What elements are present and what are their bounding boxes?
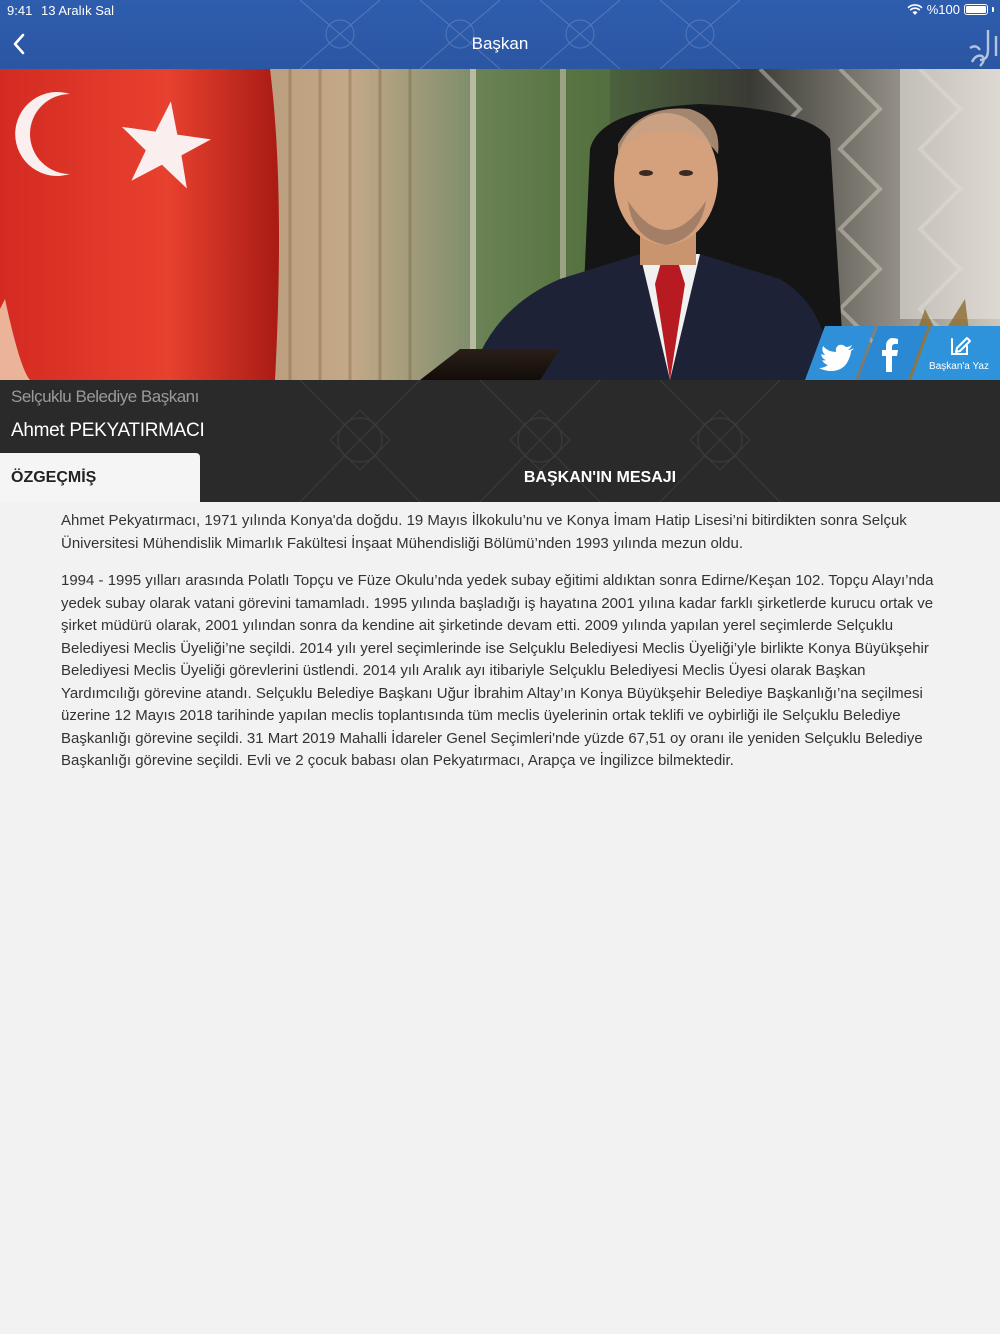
navigation-bar bbox=[0, 0, 1000, 69]
wifi-icon bbox=[907, 4, 923, 16]
facebook-icon bbox=[860, 326, 920, 380]
write-to-mayor-button[interactable] bbox=[918, 326, 1000, 380]
battery-percent: %100 bbox=[926, 2, 960, 17]
tab-biography-label: ÖZGEÇMİŞ bbox=[11, 469, 97, 486]
tab-biography[interactable] bbox=[0, 453, 200, 502]
status-date: 13 Aralık Sal bbox=[41, 3, 114, 18]
tab-mayor-message-label: BAŞKAN'IN MESAJI bbox=[523, 469, 677, 486]
social-actions bbox=[800, 326, 1000, 380]
mayor-title: Selçuklu Belediye Başkanı bbox=[11, 387, 199, 406]
mayor-name: Ahmet PEKYATIRMACI bbox=[11, 420, 205, 441]
biography-paragraph: Ahmet Pekyatırmacı, 1971 yılında Konya'da doğdu. 19 Mayıs İlkokulu’nu ve Konya İmam Hatip Lisesi’ni bitirdikten sonra Selçuk Üniversitesi Mühendislik Mimarlık Fakültesi İnşaat Mühendisliği Bölümü’nden 1993 yılında mezun oldu. bbox=[61, 512, 907, 552]
biography-content bbox=[61, 510, 941, 788]
municipality-logo-icon bbox=[966, 26, 1000, 69]
biography-paragraph: 1994 - 1995 yılları arasında Polatlı Topçu ve Füze Okulu’nda yedek subay eğitimi aldıktan sonra Edirne/Keşan 102. Topçu Alayı’nda yedek subay olarak vatani görevini tamamladı. 1995 yılında başladığı iş hayatına 2001 yılına kadar farklı şirketlerde kurucu ortak ve şirket müdürü olarak, 2001 yılından sonra da kendine ait şirketinde devam etti. 2009 yılında yapılan yerel seçimlerde Selçuklu Belediyesi Meclis Üyeliği’ne seçildi. 2014 yılı yerel seçimlerinde ise Selçuklu Belediyesi Meclis Üyeliği’yle birlikte Konya Büyükşehir Belediyesi Meclis Üyeliği görevlerini üstlendi. 2014 yılı Aralık ayı itibariyle Selçuklu Belediyesi Meclis Üyesi olarak Başkan Yardımcılığı görevine atandı. Selçuklu Belediye Başkanı Uğur İbrahim Altay’ın Konya Büyükşehir Belediye Başkanlığı’na seçilmesi üzerine 12 Mayıs 2018 tarihinde yapılan meclis toplantısında tüm meclis üyelerinin ortak teklifi ve oybirliği ile Selçuklu Belediye Başkanlığı görevine seçildi. 31 Mart 2019 Mahalli İdareler Genel Seçimleri'nde yüzde 67,51 oy oranı ile yeniden Selçuklu Belediye Başkanlığı görevine seçildi. Evli ve 2 çocuk babası olan Pekyatırmacı, Arapça ve İngilizce bilmektedir. bbox=[61, 572, 934, 769]
status-indicators bbox=[907, 2, 994, 17]
facebook-button[interactable] bbox=[860, 326, 920, 380]
page-title: Başkan bbox=[471, 34, 529, 53]
write-to-mayor-label: Başkan'a Yaz bbox=[929, 361, 989, 372]
battery-icon bbox=[964, 4, 988, 15]
edit-icon bbox=[918, 326, 1000, 358]
tab-mayor-message[interactable] bbox=[200, 453, 1000, 502]
status-time: 9:41 bbox=[7, 3, 33, 18]
